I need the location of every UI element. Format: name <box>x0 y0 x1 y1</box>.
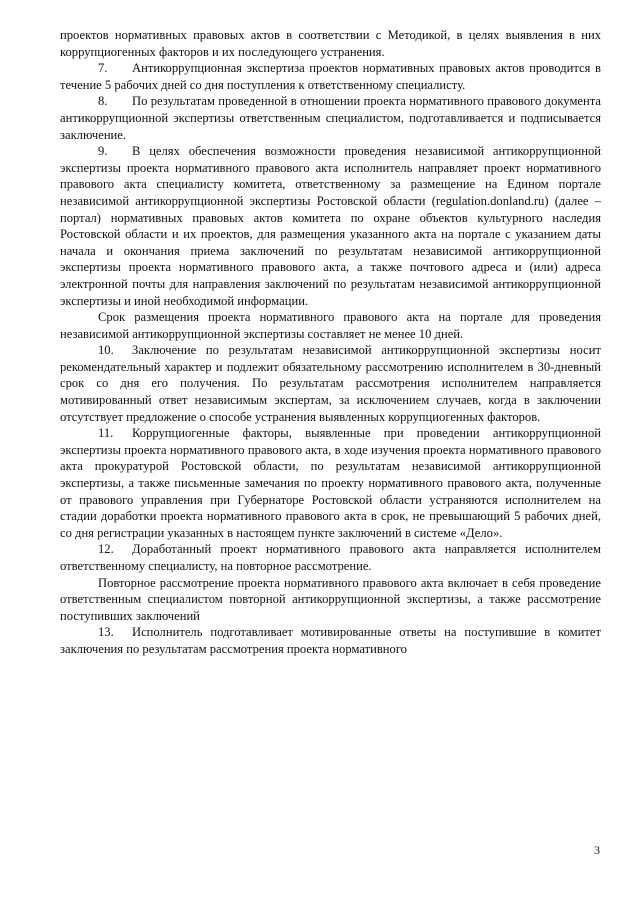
paragraph-9-term <box>60 309 601 342</box>
paragraph-10 <box>60 342 601 425</box>
paragraph-12 <box>60 541 601 574</box>
paragraph-text: Антикоррупционная экспертиза проектов нормативных правовых актов проводится в течение 5 рабочих дней со дня поступления к ответственному специалисту. <box>60 61 601 92</box>
document-body <box>60 27 601 658</box>
paragraph-11 <box>60 425 601 541</box>
paragraph-text: Повторное рассмотрение проекта нормативного правового акта включает в себя проведение ответственным специалистом повторной антикоррупционной экспертизы, а также рассмотрение поступивших заключений <box>60 575 601 623</box>
item-number: 11. <box>98 426 114 441</box>
item-number: 8. <box>98 94 108 109</box>
paragraph-9 <box>60 143 601 309</box>
paragraph-text: проектов нормативных правовых актов в соответствии с Методикой, в целях выявления в них коррупциогенных факторов и их последующего устранения. <box>60 28 601 59</box>
paragraph-text: В целях обеспечения возможности проведения независимой антикоррупционной экспертизы проекта нормативного правового акта исполнитель направляет проект нормативного правового акта специалисту комитета, ответственному за размещение на Едином портале независимой антикоррупционной экспертизы Ростовской области (regulation.donland.ru) (далее – портал) нормативных правовых актов комитета по охране объектов культурного наследия Ростовской области и их проектов, для размещения указанного акта на портале с указанием даты начала и окончания приема заключений по результатам независимой антикоррупционной экспертизы проекта нормативного правового акта, а также почтового адреса и (или) адреса электронной почты для направления заключений по результатам независимой антикоррупционной экспертизы и иной необходимой информации. <box>60 144 601 308</box>
item-number: 13. <box>98 625 114 640</box>
item-number: 9. <box>98 144 108 159</box>
paragraph-8 <box>60 93 601 143</box>
paragraph-text: Доработанный проект нормативного правового акта направляется исполнителем ответственному специалисту, на повторное рассмотрение. <box>60 542 601 573</box>
paragraph-13 <box>60 624 601 657</box>
paragraph-7 <box>60 60 601 93</box>
item-number: 10. <box>98 343 114 358</box>
paragraph-text: По результатам проведенной в отношении проекта нормативного правового документа антикоррупционной экспертизы ответственным специалистом, подготавливается и подписывается заключение. <box>60 94 601 142</box>
paragraph-text: Заключение по результатам независимой антикоррупционной экспертизы носит рекомендательный характер и подлежит обязательному рассмотрению исполнителем в 30-дневный срок со дня его получения. По результатам рассмотрения исполнителем направляется мотивированный ответ независимым экспертам, за исключением случаев, когда в заключении отсутствует предложение о способе устранения выявленных коррупциогенных факторов. <box>60 343 601 424</box>
paragraph-continuation <box>60 27 601 60</box>
paragraph-text: Коррупциогенные факторы, выявленные при проведении антикоррупционной экспертизы проекта нормативного правового акта, в ходе изучения проекта нормативного правового акта прокуратурой Ростовской области, по результатам независимой антикоррупционной экспертизы, а также письменные замечания по проекту нормативного правового акта, полученные от правового управления при Губернаторе Ростовской области устраняются исполнителем на стадии доработки проекта нормативного правового акта в срок, не превышающий 5 рабочих дней, со дня регистрации указанных в настоящем пункте заключений в системе «Дело». <box>60 426 601 540</box>
item-number: 7. <box>98 61 108 76</box>
paragraph-text: Исполнитель подготавливает мотивированные ответы на поступившие в комитет заключения по результатам рассмотрения проекта нормативного <box>60 625 601 656</box>
item-number: 12. <box>98 542 114 557</box>
page-number: 3 <box>594 843 600 857</box>
paragraph-text: Срок размещения проекта нормативного правового акта на портале для проведения независимой антикоррупционной экспертизы составляет не менее 10 дней. <box>60 310 601 341</box>
paragraph-12-review <box>60 575 601 625</box>
